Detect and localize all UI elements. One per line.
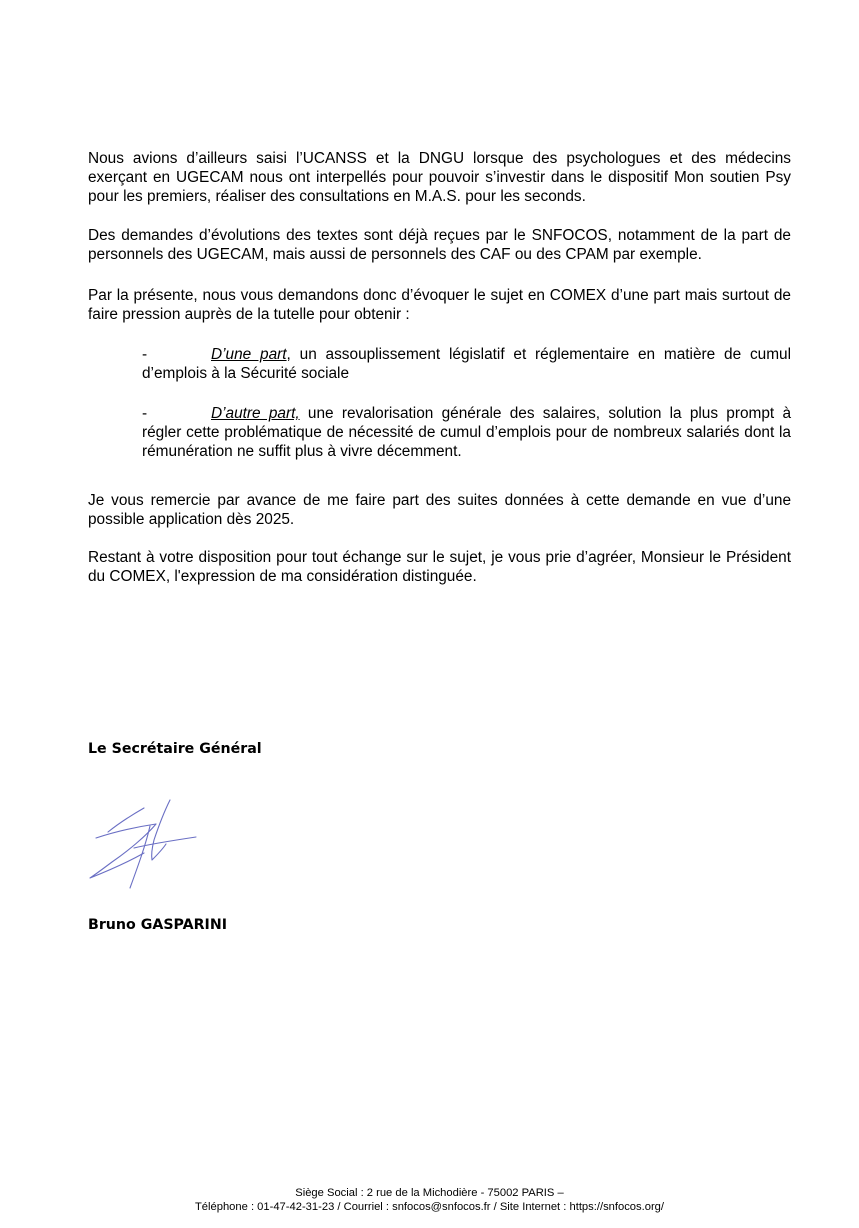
bullet-text: , un assouplissement législatif et réglementaire en matière de cumul d’emplois à la Sécurité sociale bbox=[142, 346, 791, 382]
bullet-marker: - bbox=[142, 405, 148, 422]
paragraph-requete: Par la présente, nous vous demandons donc d’évoquer le sujet en COMEX d’une part mais surtout de faire pression auprès de la tutelle pour obtenir : bbox=[88, 287, 791, 323]
footer-contact: Téléphone : 01-47-42-31-23 / Courriel : snfocos@snfocos.fr / Site Internet : https://snfocos.org/ bbox=[194, 1201, 665, 1213]
paragraph-formule-politesse: Restant à votre disposition pour tout échange sur le sujet, je vous prie d’agréer, Monsieur le Président du COMEX, l'expression de ma considération distinguée. bbox=[88, 549, 791, 585]
bullet-item-cumul bbox=[142, 345, 791, 383]
bullet-lead: D’une part bbox=[211, 346, 287, 363]
bullet-item-salaires bbox=[142, 404, 791, 461]
bullet-marker: - bbox=[142, 346, 148, 363]
bullet-text: une revalorisation générale des salaires, solution la plus prompt à régler cette problématique de nécessité de cumul d’emplois pour de nombreux salariés dont la rémunération ne suffit plus à vivre décemment. bbox=[142, 405, 792, 460]
footer-address: Siège Social : 2 rue de la Michodière - 75002 PARIS – bbox=[295, 1187, 564, 1199]
paragraph-remerciement: Je vous remercie par avance de me faire part des suites données à cette demande en vue d’une possible application dès 2025. bbox=[88, 492, 791, 528]
handwritten-signature bbox=[86, 796, 202, 892]
paragraph-demandes: Des demandes d’évolutions des textes sont déjà reçues par le SNFOCOS, notamment de la part de personnels des UGECAM, mais aussi de personnels des CAF ou des CPAM par exemple. bbox=[88, 227, 791, 263]
bullet-lead: D’autre part, bbox=[211, 405, 300, 422]
signatory-title: Le Secrétaire Général bbox=[88, 741, 262, 757]
signatory-name: Bruno GASPARINI bbox=[88, 917, 227, 933]
paragraph-saisine: Nous avions d’ailleurs saisi l’UCANSS et la DNGU lorsque des psychologues et des médecins exerçant en UGECAM nous ont interpellés pour pouvoir s’investir dans le dispositif Mon soutien Psy pour les premiers, réaliser des consultations en M.A.S. pour les seconds. bbox=[88, 150, 791, 205]
